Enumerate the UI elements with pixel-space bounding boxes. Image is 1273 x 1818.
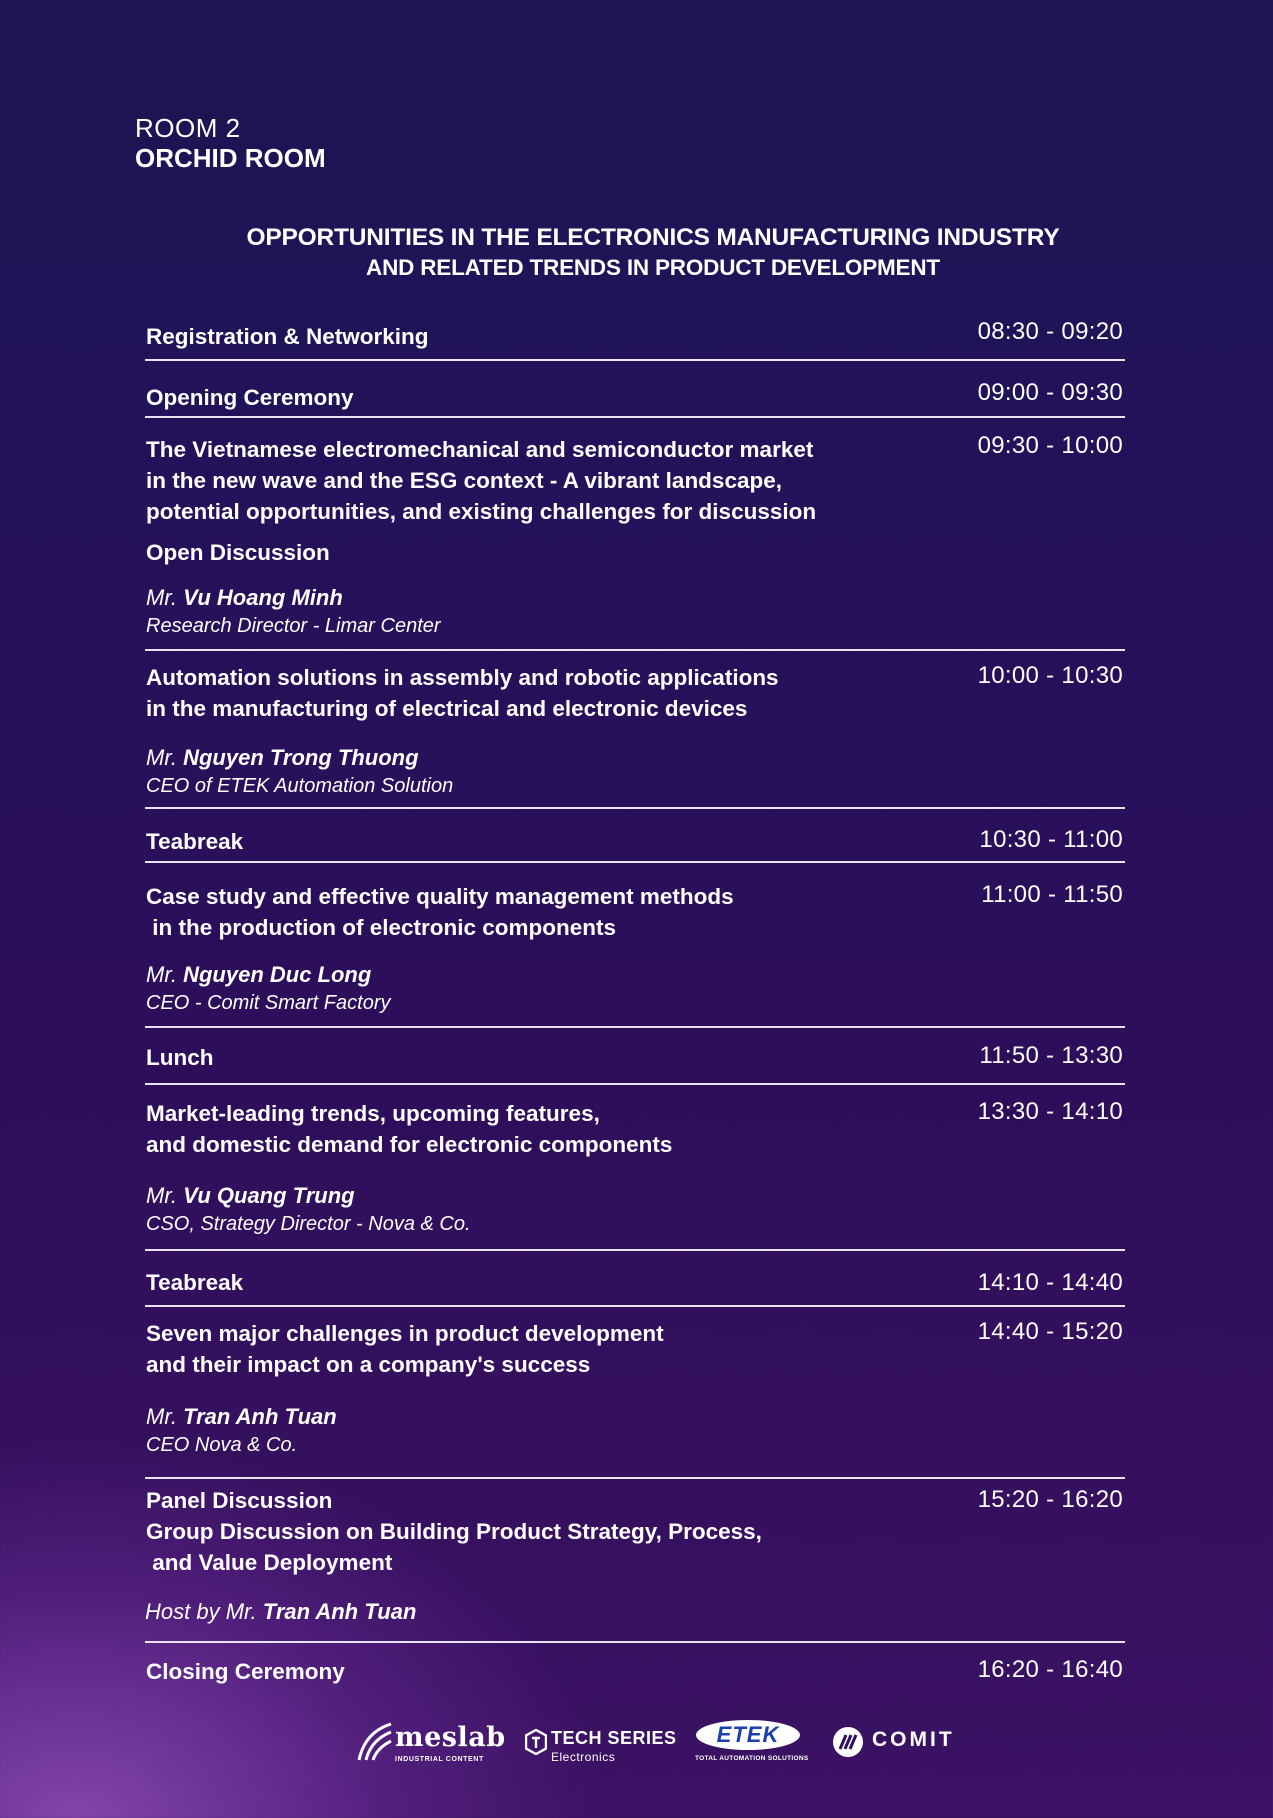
room-name: ORCHID ROOM: [135, 143, 326, 173]
meslab-logo: [355, 1716, 506, 1772]
session-title-line1: OPPORTUNITIES IN THE ELECTRONICS MANUFACTURING INDUSTRY: [246, 224, 1060, 251]
agenda-label: Lunch: [146, 1045, 214, 1070]
agenda-item-body: [146, 1098, 672, 1239]
tech-series-hex-icon: [525, 1729, 547, 1755]
agenda-topic: [146, 662, 779, 724]
meslab-wordmark: meslab: [395, 1722, 506, 1753]
tech-series-wordmark: TECH SERIES: [551, 1728, 677, 1748]
agenda-time: 10:30 - 11:00: [979, 826, 1123, 853]
divider: [145, 807, 1125, 809]
topic-line: Case study and effective quality management methods: [146, 884, 734, 909]
meslab-arc-icon: [355, 1718, 395, 1768]
divider: [145, 1641, 1125, 1643]
speaker-prefix: Mr.: [146, 1183, 184, 1208]
speaker-role: CEO of ETEK Automation Solution: [146, 775, 454, 797]
agenda-item-body: [146, 1318, 664, 1460]
speaker-name: Vu Hoang Minh: [183, 585, 343, 610]
speaker-name: Vu Quang Trung: [183, 1183, 355, 1208]
divider: [145, 1305, 1125, 1307]
topic-line: in the production of electronic components: [146, 915, 617, 940]
tech-series-logo: [525, 1716, 677, 1772]
divider: [145, 359, 1125, 361]
tech-series-tagline: Electronics: [551, 1750, 616, 1764]
comit-logo: [832, 1716, 955, 1772]
divider: [145, 1083, 1125, 1085]
speaker-prefix: Mr.: [146, 585, 177, 610]
room-header: [135, 113, 326, 173]
agenda-time: 11:00 - 11:50: [981, 881, 1123, 908]
agenda-label: Registration & Networking: [146, 324, 429, 349]
agenda-time: 08:30 - 09:20: [977, 318, 1123, 345]
speaker-name: Nguyen Duc Long: [183, 962, 372, 987]
session-title: [0, 223, 1273, 283]
speaker: [146, 1403, 664, 1431]
speaker-name: Nguyen Trong Thuong: [183, 745, 419, 770]
speaker: [146, 584, 816, 612]
agenda-topic: [146, 881, 734, 943]
topic-line: The Vietnamese electromechanical and semiconductor market: [146, 437, 814, 462]
agenda-time: 13:30 - 14:10: [977, 1098, 1123, 1125]
topic-line: in the new wave and the ESG context - A vibrant landscape,: [146, 468, 782, 493]
topic-line: in the manufacturing of electrical and electronic devices: [146, 696, 748, 721]
comit-wordmark: COMIT: [872, 1728, 955, 1751]
agenda-time: 09:30 - 10:00: [977, 432, 1123, 459]
host: [145, 1598, 762, 1626]
agenda-time: 11:50 - 13:30: [979, 1042, 1123, 1069]
agenda-item-body: [146, 434, 816, 641]
agenda-item-body: [146, 881, 734, 1018]
speaker-name: Tran Anh Tuan: [183, 1404, 337, 1429]
agenda-label: Teabreak: [146, 829, 244, 854]
speaker-role: CSO, Strategy Director - Nova & Co.: [146, 1213, 471, 1235]
topic-line: Group Discussion on Building Product Strategy, Process,: [146, 1519, 762, 1544]
agenda-item-body: [146, 662, 779, 801]
etek-wordmark: ETEK: [716, 1722, 780, 1747]
speaker-prefix: Mr.: [146, 745, 177, 770]
topic-line: and domestic demand for electronic components: [146, 1132, 673, 1157]
agenda-label: Closing Ceremony: [146, 1659, 345, 1684]
etek-logo: [695, 1716, 809, 1772]
agenda-time: 14:40 - 15:20: [977, 1318, 1123, 1345]
agenda-time: 15:20 - 16:20: [977, 1486, 1123, 1513]
session-title-line2: AND RELATED TRENDS IN PRODUCT DEVELOPMENT: [366, 255, 940, 280]
agenda-time: 14:10 - 14:40: [977, 1269, 1123, 1296]
topic-line: and their impact on a company's success: [146, 1352, 591, 1377]
speaker: [146, 961, 734, 989]
agenda-label: Opening Ceremony: [146, 385, 354, 410]
speaker: [146, 1182, 672, 1210]
speaker-role: CEO - Comit Smart Factory: [146, 992, 391, 1014]
topic-line: potential opportunities, and existing challenges for discussion: [146, 499, 817, 524]
topic-line: Seven major challenges in product development: [146, 1321, 664, 1346]
divider: [145, 1249, 1125, 1251]
agenda-topic: [146, 1318, 664, 1380]
speaker-prefix: Mr.: [146, 962, 177, 987]
topic-line: Automation solutions in assembly and robotic applications: [146, 665, 779, 690]
host-name: Tran Anh Tuan: [262, 1599, 417, 1624]
room-number: ROOM 2: [135, 113, 241, 143]
meslab-tagline: INDUSTRIAL CONTENT: [395, 1756, 484, 1763]
speaker-role: CEO Nova & Co.: [146, 1434, 298, 1456]
agenda-topic: [146, 1098, 672, 1160]
topic-line: Market-leading trends, upcoming features,: [146, 1101, 600, 1126]
speaker: [146, 744, 779, 772]
agenda-time: 09:00 - 09:30: [977, 379, 1123, 406]
agenda-topic: [146, 434, 816, 527]
sponsor-logos: [0, 1716, 1273, 1772]
agenda-time: 16:20 - 16:40: [977, 1656, 1123, 1683]
divider: [145, 416, 1125, 418]
host-prefix: Host by Mr.: [145, 1599, 257, 1624]
speaker-role: Research Director - Limar Center: [146, 615, 441, 637]
topic-line: and Value Deployment: [146, 1550, 393, 1575]
speaker-prefix: Mr.: [146, 1404, 177, 1429]
divider: [145, 649, 1125, 651]
agenda-topic: [146, 1516, 762, 1578]
etek-tagline: TOTAL AUTOMATION SOLUTIONS: [695, 1755, 809, 1762]
agenda-time: 10:00 - 10:30: [977, 662, 1123, 689]
agenda-item-body: [146, 1485, 762, 1626]
divider: [145, 861, 1125, 863]
agenda-label: Panel Discussion: [146, 1488, 333, 1513]
comit-circle-icon: [832, 1726, 864, 1758]
divider: [145, 1026, 1125, 1028]
agenda-sub-label: Open Discussion: [146, 540, 330, 565]
agenda-label: Teabreak: [146, 1270, 244, 1295]
divider: [145, 1477, 1125, 1479]
